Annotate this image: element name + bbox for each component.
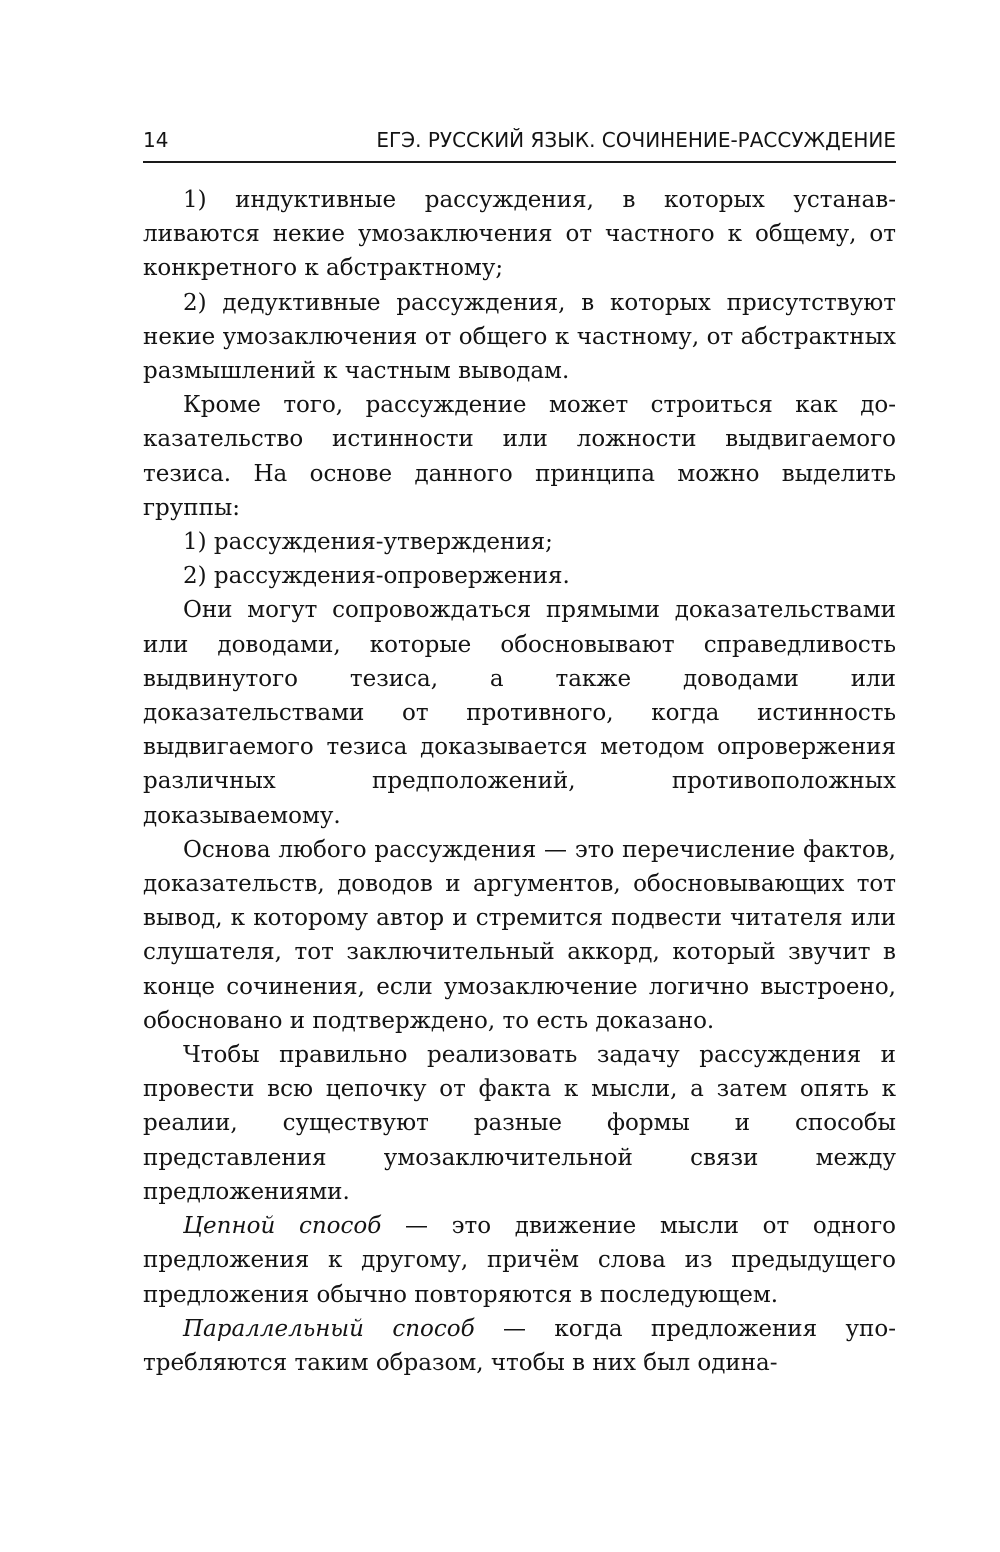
paragraph-text: 1) рассуждения-утверждения; <box>183 529 553 556</box>
list-item-affirmation <box>143 525 896 559</box>
page-number: 14 <box>143 128 169 152</box>
term-parallel-method: Параллельный способ <box>183 1315 475 1342</box>
running-head <box>143 124 896 158</box>
body-text <box>143 183 896 1380</box>
paragraph-task <box>143 1038 896 1209</box>
paragraph-parallel-method <box>143 1312 896 1380</box>
paragraph-arguments <box>143 593 896 832</box>
paragraph-chain-method <box>143 1209 896 1312</box>
paragraph-text: — это движение мысли от одного предложения к другому, причём слова из предыдущего предложения обычно повторяются в последующем. <box>143 1213 896 1308</box>
paragraph-proof <box>143 388 896 525</box>
paragraph-text: 1) индуктивные рассуждения, в которых устанавливаются некие умозаключения от частного к общему, от конкретного к абстрактному; <box>143 187 896 282</box>
paragraph-text: 2) рассуждения-опровержения. <box>183 563 570 590</box>
paragraph-text: Чтобы правильно реализовать задачу рассуждения и провести всю цепочку от факта к мысли, а затем опять к реалии, существуют разные формы и способы представления умозаключительной связи между предложениями. <box>143 1042 896 1205</box>
running-title: ЕГЭ. РУССКИЙ ЯЗЫК. СОЧИНЕНИЕ-РАССУЖДЕНИЕ <box>376 128 896 152</box>
paragraph-deductive <box>143 286 896 389</box>
paragraph-text: — когда предложения употребляются таким образом, чтобы в них был одина- <box>143 1315 896 1376</box>
paragraph-text: Кроме того, рассуждение может строиться как доказательство истинности или ложности выдвигаемого тезиса. На основе данного принципа можно выделить группы: <box>143 392 896 521</box>
paragraph-basis <box>143 833 896 1038</box>
paragraph-text: Основа любого рассуждения — это перечисление фактов, доказательств, доводов и аргументов, обосновывающих тот вывод, к которому автор и стремится подвести читателя или слушателя, тот заключительный аккорд, который звучит в конце сочинения, если умозаключение логично выстроено, обосновано и подтверждено, то есть доказано. <box>143 836 896 1034</box>
header-rule <box>143 161 896 163</box>
list-item-refutation <box>143 559 896 593</box>
paragraph-text: 2) дедуктивные рассуждения, в которых присутствуют некие умозаключения от общего к частному, от абстрактных размышлений к частным выводам. <box>143 289 896 385</box>
paragraph-text: Они могут сопровождаться прямыми доказательствами или доводами, которые обосновывают справедливость выдвинутого тезиса, а также доводами или доказательствами от противного, когда истинность выдвигаемого тезиса доказывается методом опровержения различных предположений, противоположных доказываемому. <box>143 597 896 829</box>
term-chain-method: Цепной способ <box>183 1213 382 1240</box>
paragraph-inductive <box>143 183 896 286</box>
